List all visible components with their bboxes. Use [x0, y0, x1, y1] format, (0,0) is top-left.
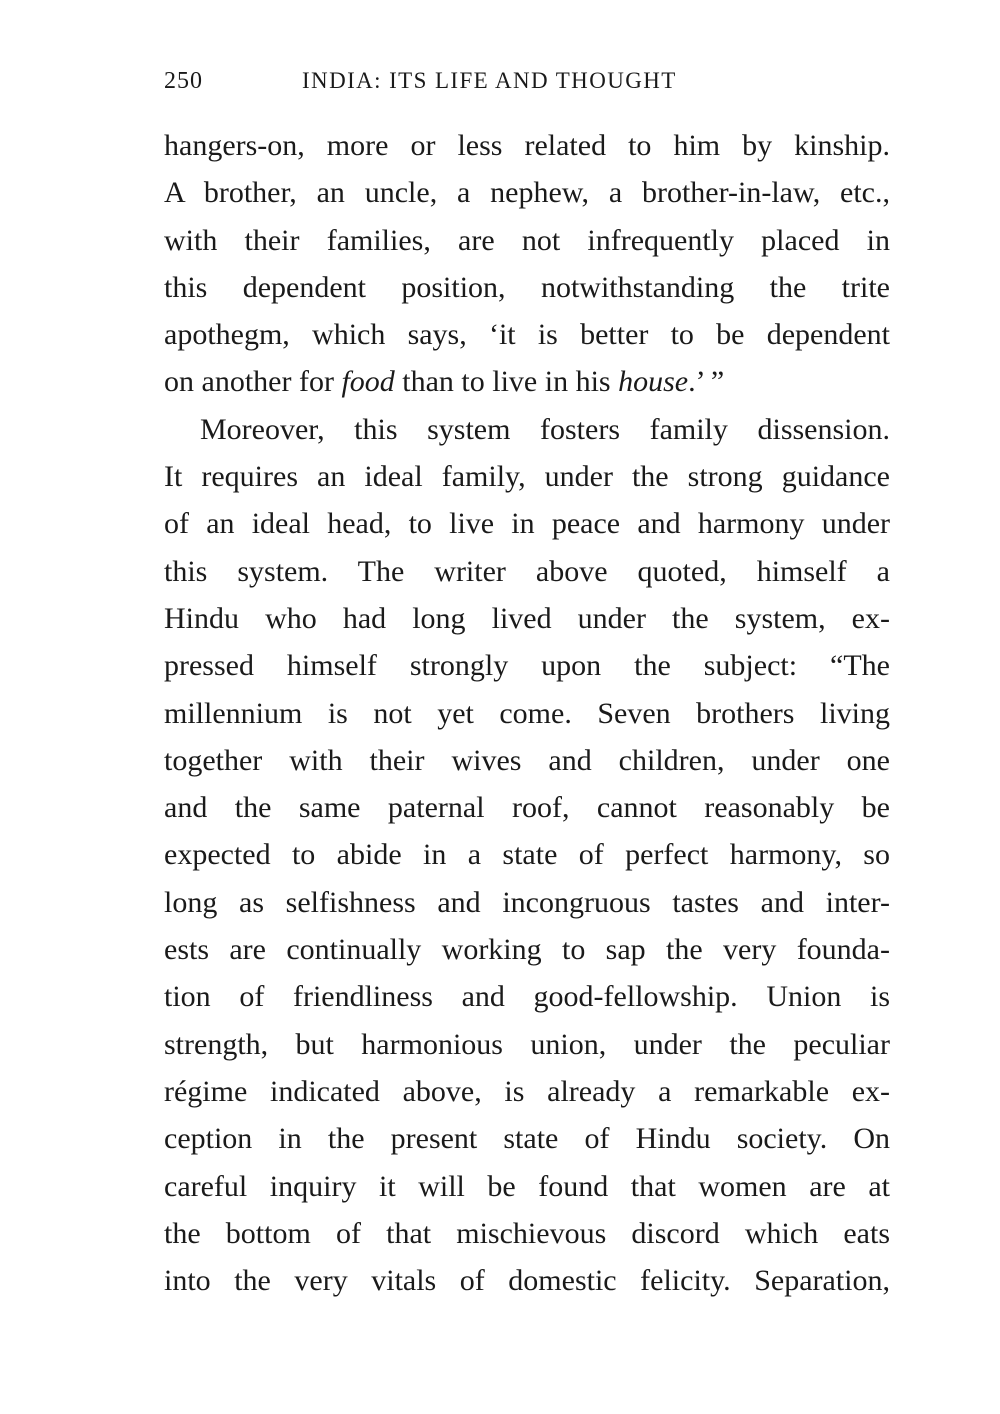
paragraph-start-line: Moreover, this system fosters family dissension.	[200, 412, 890, 446]
text-line: pressed himself strongly upon the subject: “The	[164, 649, 890, 683]
text-line: tion of friendliness and good-fellowship. Union is	[164, 980, 890, 1014]
text-line: ests are continually working to sap the very founda-	[164, 933, 890, 967]
running-head	[164, 68, 892, 104]
italic-word: house	[618, 365, 689, 399]
italic-word: food	[341, 365, 395, 399]
text-line: régime indicated above, is already a remarkable ex-	[164, 1074, 890, 1108]
text-line: Hindu who had long lived under the system, ex-	[164, 601, 890, 635]
text-line: millennium is not yet come. Seven brothers living	[164, 696, 890, 730]
text-line: and the same paternal roof, cannot reasonably be	[164, 791, 890, 825]
text-line: strength, but harmonious union, under the peculiar	[164, 1027, 890, 1061]
text-line: apothegm, which says, ‘it is better to be dependent	[164, 318, 890, 352]
text-line: with their families, are not infrequently placed in	[164, 223, 890, 257]
text-line: this dependent position, notwithstanding the trite	[164, 270, 890, 304]
text-line: expected to abide in a state of perfect harmony, so	[164, 838, 890, 872]
text-line: ception in the present state of Hindu society. On	[164, 1122, 890, 1156]
text-line: of an ideal head, to live in peace and harmony under	[164, 507, 890, 541]
text-line: A brother, an uncle, a nephew, a brother-in-law, etc.,	[164, 176, 890, 210]
body-text	[164, 122, 890, 1304]
text-line: together with their wives and children, under one	[164, 743, 890, 777]
running-title: INDIA: ITS LIFE AND THOUGHT	[302, 68, 677, 93]
text-line: into the very vitals of domestic felicity. Separation,	[164, 1264, 890, 1298]
text-line: long as selfishness and incongruous tastes and inter-	[164, 885, 890, 919]
text-line: the bottom of that mischievous discord which eats	[164, 1216, 890, 1250]
page-number: 250	[164, 68, 203, 94]
text-line: careful inquiry it will be found that women are at	[164, 1169, 890, 1203]
text-line: It requires an ideal family, under the strong guidance	[164, 460, 890, 494]
text-line: on another for food than to live in his house.’ ”	[164, 365, 725, 399]
text-line: hangers-on, more or less related to him by kinship.	[164, 129, 890, 162]
text-line: this system. The writer above quoted, himself a	[164, 554, 890, 588]
